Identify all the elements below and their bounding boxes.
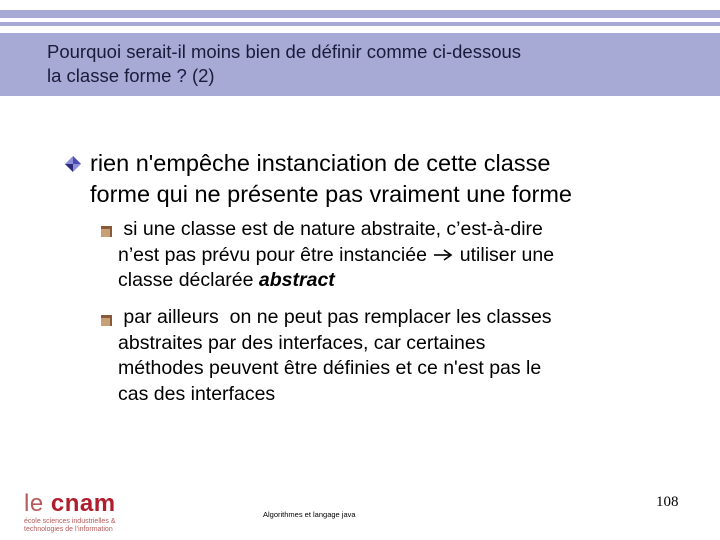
logo-cnam: cnam xyxy=(50,490,116,517)
logo-le: le xyxy=(24,490,51,517)
slide-title-line-2: la classe forme ? (2) xyxy=(47,65,215,86)
cnam-logo-wordmark xyxy=(24,492,144,516)
arrow-right-icon xyxy=(432,248,454,262)
abstract-keyword: abstract xyxy=(258,269,335,291)
slide-title-line-1: Pourquoi serait-il moins bien de définir comme ci-dessous xyxy=(47,41,522,62)
square-bullet-icon xyxy=(101,226,112,237)
logo-sub-line-2: technologies de l’information xyxy=(24,526,113,533)
diamond-bullet-icon xyxy=(64,155,82,173)
sub-bullet-1-line-2-before: n’est pas prévu pour être instanciée xyxy=(118,243,433,266)
sub-bullet-2-line-2: abstraites par des interfaces, car certaines xyxy=(118,331,486,354)
sub-bullet-1-line-3 xyxy=(118,268,678,294)
cnam-logo xyxy=(24,492,144,534)
main-bullet-text xyxy=(90,148,690,210)
sub-bullet-1-line-2-after: utiliser une xyxy=(454,243,555,266)
logo-sub-line-1: école sciences industrielles & xyxy=(24,518,116,525)
sub-bullet-1-text xyxy=(118,217,678,294)
sub-bullet-1-line-3-before: classe déclarée xyxy=(118,269,259,291)
page-number: 108 xyxy=(656,494,679,510)
sub-bullet-2-line-3: méthodes peuvent être définies et ce n'est pas le xyxy=(118,357,542,379)
header-stripe-top xyxy=(0,10,720,18)
cnam-logo-subtitle xyxy=(24,518,144,534)
main-bullet-line-2: forme qui ne présente pas vraiment une forme xyxy=(90,181,573,207)
header-stripe-middle xyxy=(0,22,720,26)
sub-bullet-2-line-4: cas des interfaces xyxy=(118,382,276,405)
square-bullet-icon xyxy=(101,315,112,326)
sub-bullet-2-text xyxy=(118,305,678,407)
sub-bullet-1-line-2 xyxy=(118,243,678,269)
main-bullet-line-1: rien n'empêche instanciation de cette classe xyxy=(90,150,551,176)
slide-title xyxy=(47,40,707,88)
footer-course-title: Algorithmes et langage java xyxy=(263,510,356,519)
sub-bullet-1-line-1: si une classe est de nature abstraite, c’est-à-dire xyxy=(118,218,543,240)
sub-bullet-2-line-1: par ailleurs on ne peut pas remplacer les classes xyxy=(118,306,552,328)
